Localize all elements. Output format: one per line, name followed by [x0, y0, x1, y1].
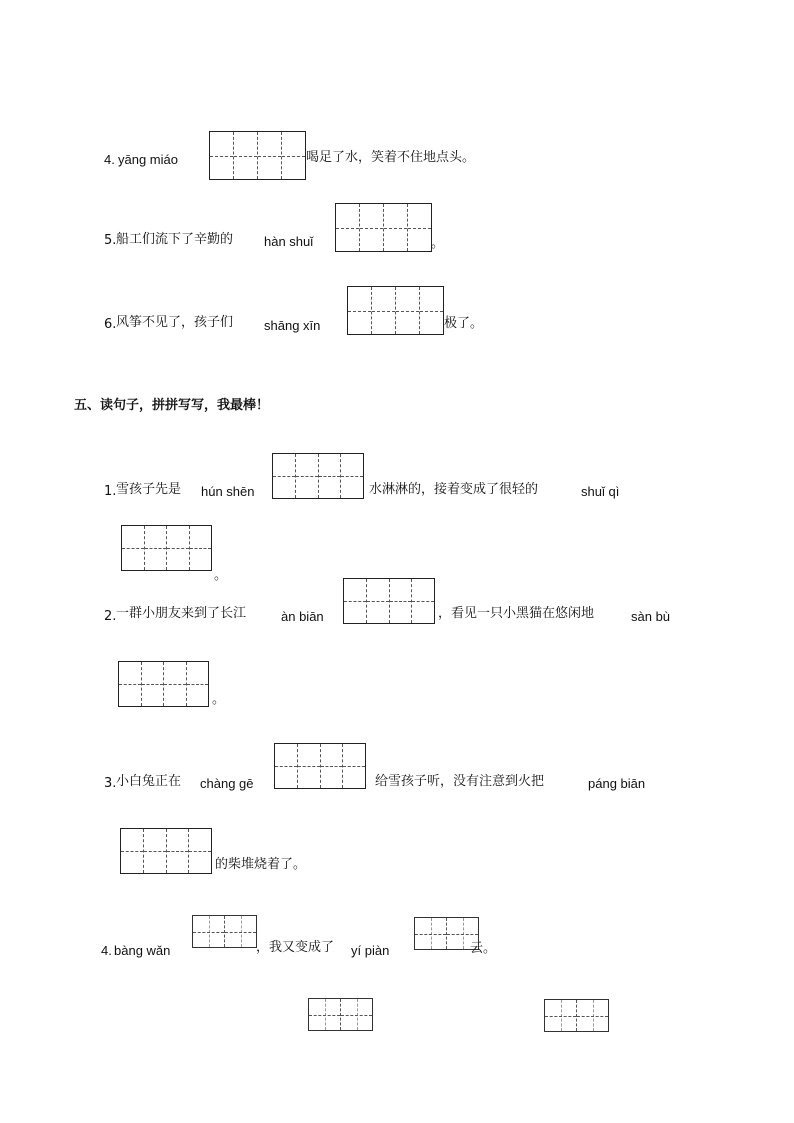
- sentence-text: ，我又变成了: [256, 940, 335, 955]
- answer-grid[interactable]: [544, 999, 609, 1032]
- answer-grid[interactable]: [121, 525, 212, 571]
- question-number: 4.: [104, 152, 115, 167]
- pinyin-prompt: shāng xīn: [264, 318, 321, 333]
- sentence-end: 。: [214, 568, 228, 583]
- question-number: 6.: [104, 317, 117, 332]
- question-number: 5.: [104, 233, 117, 248]
- sentence-text: ，看见一只小黑猫在悠闲地: [438, 606, 595, 621]
- question-number: 4.: [101, 943, 112, 958]
- section-heading: 五、读句子，拼拼写写，我最棒！: [74, 398, 270, 413]
- pinyin-prompt: chàng gē: [200, 776, 254, 791]
- pinyin-prompt: bàng wǎn: [114, 943, 171, 958]
- sentence-text: 雪孩子先是: [116, 482, 182, 497]
- answer-grid[interactable]: [274, 743, 366, 789]
- sentence-text: 风筝不见了，孩子们: [116, 315, 234, 330]
- answer-grid[interactable]: [118, 661, 209, 707]
- sentence-text: 小白兔正在: [116, 774, 182, 789]
- pinyin-prompt: yāng miáo: [118, 152, 178, 167]
- answer-grid[interactable]: [272, 453, 364, 499]
- answer-grid[interactable]: [120, 828, 212, 874]
- answer-grid[interactable]: [192, 915, 257, 948]
- answer-grid[interactable]: [347, 286, 444, 335]
- answer-grid[interactable]: [343, 578, 435, 624]
- question-number: 3.: [104, 776, 117, 791]
- sentence-text: 的柴堆烧着了。: [215, 857, 307, 872]
- answer-grid[interactable]: [308, 998, 373, 1031]
- answer-grid[interactable]: [335, 203, 432, 252]
- answer-grid[interactable]: [209, 131, 306, 180]
- question-number: 2.: [104, 609, 117, 624]
- sentence-text: 船工们流下了辛勤的: [116, 232, 234, 247]
- pinyin-prompt: hún shēn: [201, 484, 255, 499]
- question-number: 1.: [104, 484, 117, 499]
- sentence-text: 给雪孩子听，没有注意到火把: [375, 774, 545, 789]
- pinyin-prompt: shuǐ qì: [581, 484, 620, 499]
- sentence-end: 。: [212, 692, 226, 707]
- sentence-text: 喝足了水，笑着不住地点头。: [306, 150, 476, 165]
- sentence-end: 极了。: [444, 316, 484, 331]
- sentence-end: 云。: [470, 941, 497, 956]
- pinyin-prompt: yí piàn: [351, 943, 390, 958]
- pinyin-prompt: sàn bù: [631, 609, 671, 624]
- sentence-text: 水淋淋的，接着变成了很轻的: [369, 482, 539, 497]
- pinyin-prompt: páng biān: [588, 776, 646, 791]
- pinyin-prompt: hàn shuǐ: [264, 234, 314, 249]
- sentence-end: 。: [431, 236, 445, 251]
- sentence-text: 一群小朋友来到了长江: [116, 606, 247, 621]
- pinyin-prompt: àn biān: [281, 609, 324, 624]
